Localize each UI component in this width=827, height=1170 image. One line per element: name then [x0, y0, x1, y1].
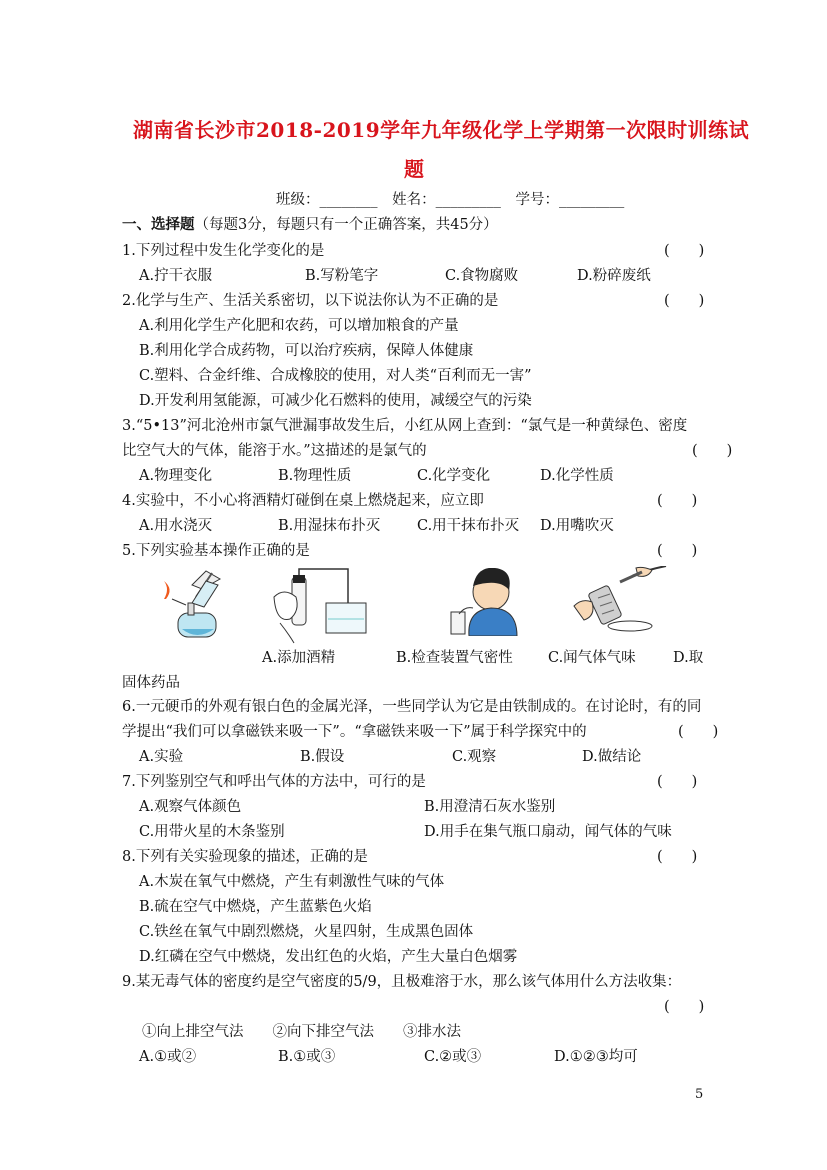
title-line-2: 题 — [404, 157, 425, 181]
q9-answer-paren: ( ) — [664, 999, 705, 1015]
q5-option-a: A.添加酒精 — [262, 650, 336, 666]
q5-option-c: C.闻气体气味 — [548, 650, 636, 666]
q6-option-b: B.假设 — [300, 749, 345, 765]
q7-answer-paren: ( ) — [657, 774, 698, 790]
q5-stem: 5.下列实验基本操作正确的是 — [122, 543, 310, 559]
q2-stem: 2.化学与生产、生活关系密切，以下说法你认为不正确的是 — [122, 293, 499, 309]
q3-answer-paren: ( ) — [692, 443, 733, 459]
student-info-line — [276, 188, 624, 209]
q2-option-d: D.开发利用氢能源，可减少化石燃料的使用，减缓空气的污染 — [139, 393, 532, 409]
q4-option-d: D.用嘴吹灭 — [540, 518, 614, 534]
q8-answer-paren: ( ) — [657, 849, 698, 865]
q1-option-c: C.食物腐败 — [445, 268, 519, 284]
class-label: 班级： — [276, 192, 320, 208]
section-title: 一、选择题 — [122, 216, 195, 233]
q7-option-b: B.用澄清石灰水鉴别 — [424, 799, 556, 815]
name-blank: _________ — [435, 192, 501, 208]
q8-option-b: B.硫在空气中燃烧，产生蓝紫色火焰 — [139, 899, 372, 915]
q3-option-d: D.化学性质 — [540, 468, 614, 484]
q4-option-c: C.用干抹布扑灭 — [417, 518, 520, 534]
airtight-check-illustration — [270, 567, 380, 645]
q1-option-d: D.粉碎废纸 — [577, 268, 651, 284]
name-label: 姓名： — [392, 192, 436, 208]
q2-option-a: A.利用化学生产化肥和农药，可以增加粮食的产量 — [139, 318, 459, 334]
q1-answer-paren: ( ) — [664, 243, 705, 259]
q6-option-a: A.实验 — [139, 749, 184, 765]
q8-stem: 8.下列有关实验现象的描述，正确的是 — [122, 849, 368, 865]
q1-option-a: A.拧干衣服 — [139, 268, 213, 284]
q4-answer-paren: ( ) — [657, 493, 698, 509]
q6-answer-paren: ( ) — [678, 724, 719, 740]
q2-answer-paren: ( ) — [664, 293, 705, 309]
q7-stem: 7.下列鉴别空气和呼出气体的方法中，可行的是 — [122, 774, 426, 790]
q3-option-c: C.化学变化 — [417, 468, 491, 484]
take-solid-illustration — [572, 566, 672, 638]
q9-option-b: B.①或③ — [278, 1049, 336, 1065]
q3-stem-cont: 比空气大的气体，能溶于水。”这描述的是氯气的 — [122, 443, 427, 459]
q5-option-b: B.检查装置气密性 — [396, 650, 513, 666]
page-number: 5 — [695, 1087, 704, 1102]
q9-option-d: D.①②③均可 — [554, 1049, 638, 1065]
q6-option-d: D.做结论 — [582, 749, 642, 765]
q4-stem: 4.实验中，不小心将酒精灯碰倒在桌上燃烧起来，应立即 — [122, 493, 484, 509]
q4-option-a: A.用水浇灭 — [139, 518, 213, 534]
q9-option-a: A.①或② — [139, 1049, 197, 1065]
q9-option-c: C.②或③ — [424, 1049, 482, 1065]
q6-stem: 6.一元硬币的外观有银白色的金属光泽，一些同学认为它是由铁制成的。在讨论时，有的同 — [122, 699, 702, 715]
q6-option-c: C.观察 — [452, 749, 497, 765]
smell-gas-illustration — [443, 568, 533, 636]
q8-option-a: A.木炭在氧气中燃烧，产生有刺激性气味的气体 — [139, 874, 445, 890]
q7-option-a: A.观察气体颜色 — [139, 799, 242, 815]
q9-methods: ①向上排空气法 ②向下排空气法 ③排水法 — [142, 1024, 461, 1040]
q1-stem: 1.下列过程中发生化学变化的是 — [122, 243, 325, 259]
q8-option-d: D.红磷在空气中燃烧，发出红色的火焰，产生大量白色烟雾 — [139, 949, 518, 965]
q5-answer-paren: ( ) — [657, 543, 698, 559]
q2-option-c: C.塑料、合金纤维、合成橡胶的使用，对人类“百利而无一害” — [139, 368, 532, 384]
q3-option-b: B.物理性质 — [278, 468, 352, 484]
q6-stem-cont: 学提出“我们可以拿磁铁来吸一下”。“拿磁铁来吸一下”属于科学探究中的 — [122, 724, 587, 740]
q9-stem: 9.某无毒气体的密度约是空气密度的5/9，且极难溶于水，那么该气体用什么方法收集： — [122, 974, 682, 990]
q2-option-b: B.利用化学合成药物，可以治疗疾病，保障人体健康 — [139, 343, 474, 359]
q4-option-b: B.用湿抹布扑灭 — [278, 518, 381, 534]
q5-option-d: D.取 — [673, 650, 704, 666]
q8-option-c: C.铁丝在氧气中剧烈燃烧，火星四射，生成黑色固体 — [139, 924, 474, 940]
class-blank: ________ — [319, 192, 378, 208]
q7-option-c: C.用带火星的木条鉴别 — [139, 824, 285, 840]
q5-option-d-cont: 固体药品 — [122, 675, 180, 691]
alcohol-lamp-illustration — [152, 563, 232, 649]
title-line-1: 湖南省长沙市2018-2019学年九年级化学上学期第一次限时训练试 — [133, 118, 750, 142]
section-note: （每题3分，每题只有一个正确答案，共45分） — [194, 217, 498, 233]
q3-option-a: A.物理变化 — [139, 468, 213, 484]
id-label: 学号： — [515, 192, 559, 208]
q3-stem: 3.“5•13”河北沧州市氯气泄漏事故发生后，小红从网上查到：“氯气是一种黄绿色、密度 — [122, 418, 688, 434]
q7-option-d: D.用手在集气瓶口扇动，闻气体的气味 — [424, 824, 672, 840]
section-heading — [122, 213, 498, 234]
q1-option-b: B.写粉笔字 — [305, 268, 379, 284]
id-blank: _________ — [558, 192, 625, 208]
